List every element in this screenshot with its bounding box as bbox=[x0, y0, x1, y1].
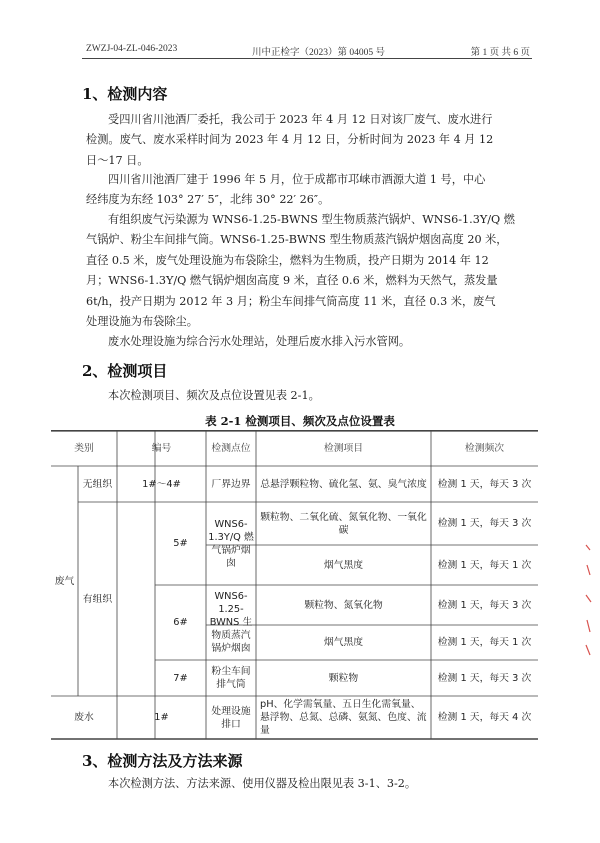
section-1-paragraph-4 bbox=[86, 332, 538, 352]
row1-point: 厂界边界 bbox=[211, 478, 251, 490]
row4-items: 颗粒物 bbox=[328, 672, 359, 684]
section-3-title: 3、检测方法及方法来源 bbox=[82, 752, 243, 770]
text-line: 本次检测项目、频次及点位设置见表 2-1。 bbox=[108, 389, 320, 402]
section-3-paragraph bbox=[86, 774, 538, 794]
text-line: 日～17 日。 bbox=[86, 153, 149, 167]
row2-items-a: 颗粒物、二氧化硫、氮氧化物、一氧化碳 bbox=[260, 511, 427, 536]
text-line: 废水处理设施为综合污水处理站，处理后废水排入污水管网。 bbox=[108, 335, 411, 348]
row4-point: 粉尘车间排气筒 bbox=[211, 666, 251, 690]
text-line: 受四川省川池酒厂委托，我公司于 2023 年 4 月 12 日对该厂废气、废水进行 bbox=[108, 113, 493, 126]
row3-number: 6# bbox=[173, 617, 188, 628]
header-number: 编号 bbox=[151, 442, 172, 454]
report-number: 川中正检字（2023）第 04005 号 bbox=[252, 48, 386, 58]
header-category: 类别 bbox=[74, 442, 94, 454]
text-line: 四川省川池酒厂建于 1996 年 5 月，位于成都市邛崃市酒源大道 1 号，中心 bbox=[108, 173, 486, 186]
text-line: 处理设施为布袋除尘。 bbox=[86, 315, 198, 329]
row2-number: 5# bbox=[173, 538, 188, 549]
row3-items-b: 烟气黑度 bbox=[323, 637, 364, 648]
row3-point: WNS6-1.25-BWNS 生物质蒸汽锅炉烟囱 bbox=[209, 591, 253, 654]
doc-code: ZWZJ-04-ZL-046-2023 bbox=[86, 44, 178, 54]
row5-frequency: 检测 1 天，每天 4 次 bbox=[437, 712, 532, 723]
row2-items-b: 烟气黑度 bbox=[323, 559, 364, 571]
row5-point: 处理设施排口 bbox=[211, 705, 251, 730]
row3-frequency-b: 检测 1 天，每天 1 次 bbox=[437, 637, 532, 648]
section-2-title: 2、检测项目 bbox=[82, 362, 168, 380]
text-line: 月；WNS6-1.3Y/Q 燃气锅炉烟囱高度 9 米，直径 0.6 米，燃料为天然气，蒸发量 bbox=[86, 274, 498, 288]
detection-table bbox=[51, 430, 538, 740]
section-1-title: 1、检测内容 bbox=[82, 85, 168, 103]
text-line: 经纬度为东经 103° 27′ 5″，北纬 30° 22′ 26″。 bbox=[86, 193, 330, 207]
row2-frequency-b: 检测 1 天，每天 1 次 bbox=[437, 559, 532, 571]
text-line: 本次检测方法、方法来源、使用仪器及检出限见表 3-1、3-2。 bbox=[108, 777, 417, 790]
sub-unorganized: 无组织 bbox=[82, 478, 113, 490]
section-1-paragraph-1 bbox=[86, 110, 538, 171]
section-1-paragraph-2 bbox=[86, 170, 538, 211]
text-line: 直径 0.5 米，废气处理设施为布袋除尘，燃料为生物质，投产日期为 2014 年 12 bbox=[86, 253, 489, 267]
header-frequency: 检测频次 bbox=[464, 442, 505, 454]
section-1-paragraph-3 bbox=[86, 210, 538, 332]
row3-items-a: 颗粒物、氮氧化物 bbox=[304, 599, 383, 611]
text-line: 检测。废气、废水采样时间为 2023 年 4 月 12 日，分析时间为 2023 年 4 月 12 bbox=[86, 133, 494, 147]
row2-point: WNS6-1.3Y/Q 燃气锅炉烟囱 bbox=[208, 518, 254, 569]
seal-edge-mark bbox=[584, 540, 592, 660]
row4-number: 7# bbox=[173, 672, 188, 684]
text-line: 6t/h，投产日期为 2012 年 3 月；粉尘车间排气筒高度 11 米，直径 0.3 米，废气 bbox=[86, 294, 496, 308]
page-header bbox=[82, 40, 532, 59]
category-waste-water: 废水 bbox=[74, 712, 94, 723]
page-number: 第 1 页 共 6 页 bbox=[470, 48, 530, 58]
row5-number: 1# bbox=[154, 712, 169, 723]
row4-frequency: 检测 1 天，每天 3 次 bbox=[437, 672, 532, 684]
row5-items: pH、化学需氧量、五日生化需氧量、悬浮物、总氮、总磷、氨氮、色度、流量 bbox=[260, 699, 427, 736]
row2-frequency-a: 检测 1 天，每天 3 次 bbox=[437, 518, 532, 529]
header-items: 检测项目 bbox=[323, 442, 364, 454]
sub-organized: 有组织 bbox=[82, 593, 113, 605]
row1-items: 总悬浮颗粒物、硫化氢、氨、臭气浓度 bbox=[260, 478, 427, 490]
header-point: 检测点位 bbox=[211, 442, 251, 454]
row3-frequency-a: 检测 1 天，每天 3 次 bbox=[437, 599, 532, 611]
row1-frequency: 检测 1 天，每天 3 次 bbox=[437, 478, 532, 490]
category-waste-gas: 废气 bbox=[54, 575, 75, 587]
seal-edge-icon bbox=[584, 540, 592, 660]
table-title: 表 2-1 检测项目、频次及点位设置表 bbox=[205, 414, 395, 428]
text-line: 气锅炉、粉尘车间排气筒。WNS6-1.25-BWNS 型生物质蒸汽锅炉烟囱高度 20 米， bbox=[86, 233, 508, 247]
section-2-paragraph bbox=[86, 386, 538, 406]
text-line: 有组织废气污染源为 WNS6-1.25-BWNS 型生物质蒸汽锅炉、WNS6-1.3Y/Q 燃 bbox=[108, 213, 515, 226]
row1-number: 1#～4# bbox=[142, 478, 181, 490]
